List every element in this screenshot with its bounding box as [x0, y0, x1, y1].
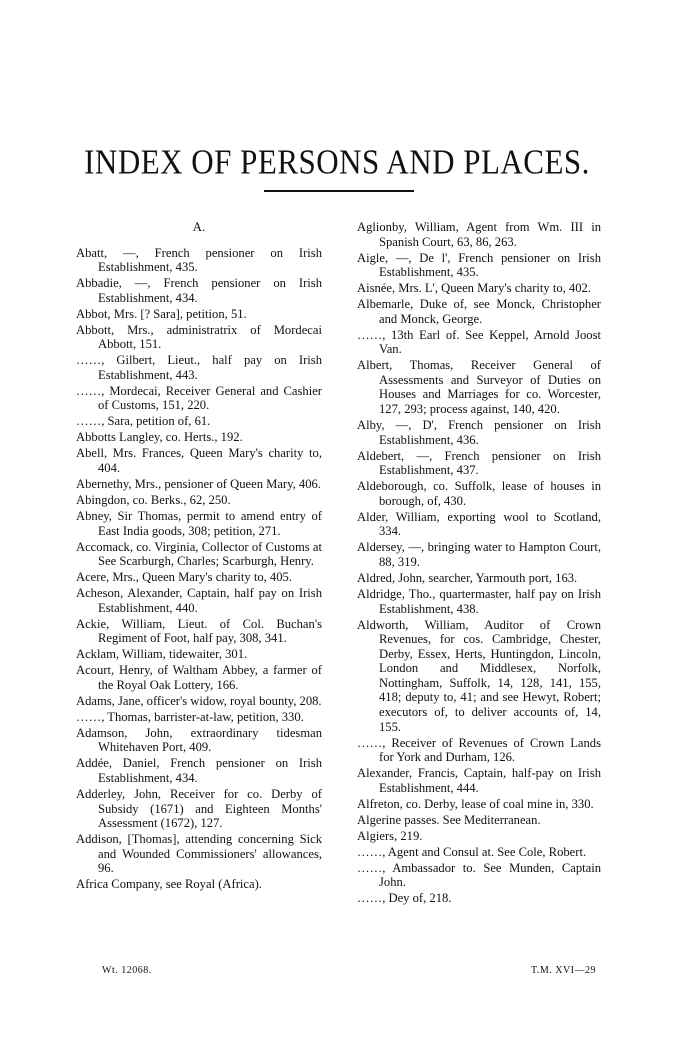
index-entry: Abney, Sir Thomas, permit to amend entry of East India goods, 308; petition, 271. [76, 508, 322, 538]
index-entry: Addée, Daniel, French pensioner on Irish Establishment, 434. [76, 756, 322, 785]
index-entry: Aldred, John, searcher, Yarmouth port, 163. [357, 570, 578, 585]
index-entry: Acourt, Henry, of Waltham Abbey, a farmer of the Royal Oak Lottery, 166. [76, 663, 322, 692]
index-entry: Aigle, —, De l', French pensioner on Irish Establishment, 435. [357, 250, 601, 280]
index-entry: Adamson, John, extraordinary tidesman Whitehaven Port, 409. [76, 725, 322, 755]
left-entry-list [76, 246, 322, 892]
index-entry: Ackie, William, Lieut. of Col. Buchan's Regiment of Foot, half pay, 308, 341. [76, 616, 322, 646]
index-entry: Albert, Thomas, Receiver General of Assessments and Surveyor of Duties on Houses and Marriages for co. Worcester, 127, 293; process against, 140, 420. [357, 358, 601, 417]
index-entry: Algerine passes. See Mediterranean. [357, 812, 541, 827]
index-entry: Abbott, Mrs., administratrix of Mordecai Abbott, 151. [76, 322, 322, 352]
index-entry: Aglionby, William, Agent from Wm. III in Spanish Court, 63, 86, 263. [357, 220, 601, 249]
index-entry: ……, Ambassador to. See Munden, Captain John. [357, 860, 601, 890]
index-entry: Africa Company, see Royal (Africa). [76, 877, 262, 892]
index-entry: Aisnée, Mrs. L', Queen Mary's charity to, 402. [357, 281, 591, 296]
index-entry: Alexander, Francis, Captain, half-pay on Irish Establishment, 444. [357, 766, 601, 795]
page-title: INDEX OF PERSONS AND PLACES. [84, 142, 590, 182]
right-column [357, 220, 601, 907]
section-letter: A. [192, 219, 206, 234]
index-entry: Acheson, Alexander, Captain, half pay on Irish Establishment, 440. [76, 586, 322, 615]
index-entry: ……, 13th Earl of. See Keppel, Arnold Joost Van. [357, 327, 601, 357]
index-entry: ……, Receiver of Revenues of Crown Lands for York and Durham, 126. [357, 735, 601, 765]
index-entry: Albemarle, Duke of, see Monck, Christopher and Monck, George. [357, 297, 601, 326]
index-entry: Adams, Jane, officer's widow, royal bounty, 208. [76, 693, 322, 708]
footer-signature: T.M. XVI—29 [530, 965, 596, 976]
index-entry: Abernethy, Mrs., pensioner of Queen Mary, 406. [76, 477, 321, 492]
index-entry: Acere, Mrs., Queen Mary's charity to, 405. [76, 570, 292, 585]
index-entry: Algiers, 219. [357, 828, 423, 843]
index-entry: ……, Gilbert, Lieut., half pay on Irish Establishment, 443. [76, 353, 322, 382]
index-entry: Aldersey, —, bringing water to Hampton Court, 88, 319. [357, 540, 601, 569]
index-entry: ……, Dey of, 218. [357, 891, 452, 906]
index-entry: Alfreton, co. Derby, lease of coal mine in, 330. [357, 796, 594, 811]
index-entry: Abbotts Langley, co. Herts., 192. [76, 430, 243, 445]
index-entry: ……, Agent and Consul at. See Cole, Robert. [357, 844, 587, 859]
index-entry: ……, Sara, petition of, 61. [76, 414, 211, 429]
index-entry: Abbot, Mrs. [? Sara], petition, 51. [76, 306, 247, 321]
index-entry: Aldebert, —, French pensioner on Irish Establishment, 437. [357, 448, 601, 478]
title-rule [264, 190, 414, 192]
index-entry: Adderley, John, Receiver for co. Derby of Subsidy (1671) and Eighteen Months' Assessment (1672), 127. [76, 786, 322, 831]
index-entry: Accomack, co. Virginia, Collector of Customs at See Scarburgh, Charles; Scarburgh, Henry. [76, 539, 322, 569]
index-entry: ……, Thomas, barrister-at-law, petition, 330. [76, 709, 304, 724]
index-entry: Abbadie, —, French pensioner on Irish Establishment, 434. [76, 276, 322, 305]
left-column [76, 220, 322, 893]
index-entry: Abatt, —, French pensioner on Irish Establishment, 435. [76, 245, 322, 275]
right-entry-list [357, 220, 601, 906]
index-entry: Abingdon, co. Berks., 62, 250. [76, 493, 231, 507]
index-entry: ……, Mordecai, Receiver General and Cashier of Customs, 151, 220. [76, 383, 322, 413]
index-entry: Abell, Mrs. Frances, Queen Mary's charity to, 404. [76, 446, 322, 476]
index-entry: Aldworth, William, Auditor of Crown Revenues, for cos. Cambridge, Chester, Derby, Essex, Herts, Huntingdon, Lincoln, London and Middlesex, Norfolk, Nottingham, Suffolk, 14, 128, 141, 155, 418; deputy to, 41; and see Hewyt, Robert; executors of, to deliver accounts of, 14, 155. [357, 617, 601, 734]
index-entry: Alby, —, D', French pensioner on Irish Establishment, 436. [357, 418, 601, 447]
index-entry: Acklam, William, tidewaiter, 301. [76, 647, 248, 662]
index-entry: Aldridge, Tho., quartermaster, half pay on Irish Establishment, 438. [357, 586, 601, 616]
index-entry: Alder, William, exporting wool to Scotland, 334. [357, 509, 601, 539]
index-entry: Addison, [Thomas], attending concerning Sick and Wounded Commissioners' allowances, 96. [76, 832, 322, 876]
index-entry: Aldeborough, co. Suffolk, lease of houses in borough, of, 430. [357, 479, 601, 508]
footer-print-code: Wt. 12068. [102, 965, 152, 976]
